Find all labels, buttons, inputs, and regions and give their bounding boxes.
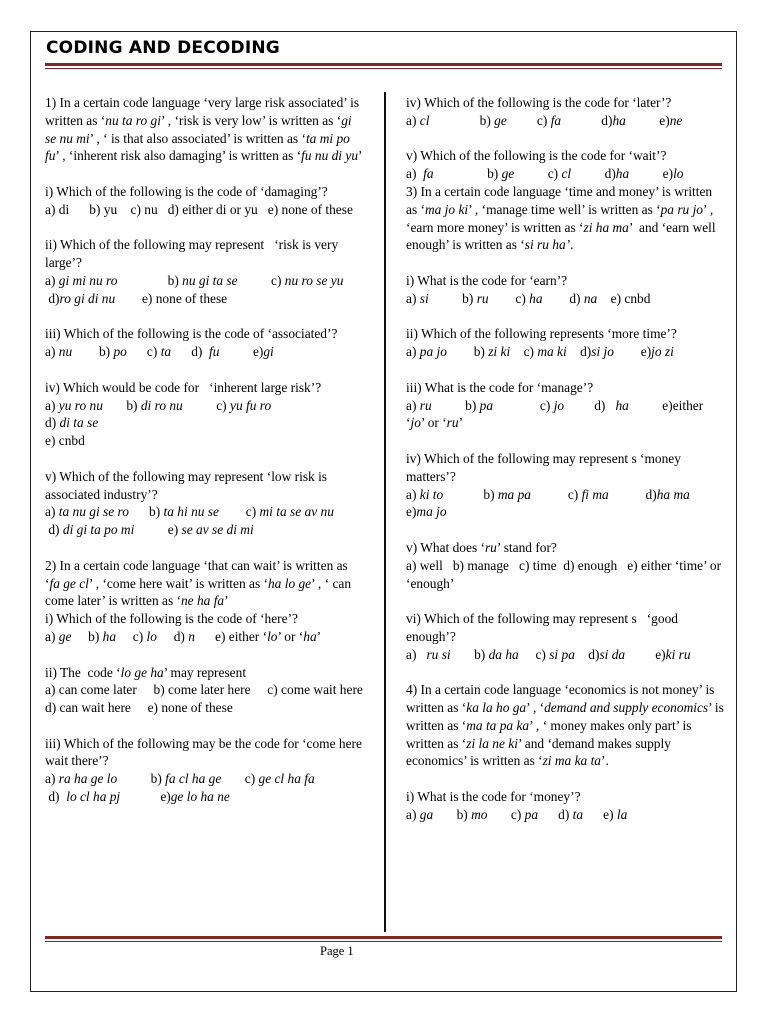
text-line: ii) Which of the following represents ‘more time’?	[406, 326, 677, 342]
text-line: a) yu ro nu b) di ro nu c) yu fu ro	[45, 397, 272, 413]
footer-rule	[45, 936, 722, 942]
text-line: a) gi mi nu ro b) nu gi ta se c) nu ro se yu	[45, 272, 344, 288]
text-line: ii) The code ‘lo ge ha’ may represent	[45, 664, 247, 680]
text-line: v) Which of the following is the code for ‘wait’?	[406, 148, 667, 164]
text-line: iv) Which would be code for ‘inherent large risk’?	[45, 379, 322, 395]
page-title: CODING AND DECODING	[46, 38, 280, 58]
text-line: a) ki to b) ma pa c) fi ma d)ha ma	[406, 486, 690, 502]
text-line: iii) Which of the following is the code of ‘associated’?	[45, 326, 338, 342]
text-line: a) ra ha ge lo b) fa cl ha ge c) ge cl ha fa	[45, 771, 315, 787]
text-line: a) well b) manage c) time d) enough e) either ‘time’ or ‘enough’	[406, 557, 725, 591]
header-rule	[45, 63, 722, 69]
text-line: e)ma jo	[406, 504, 447, 520]
text-line: i) What is the code for ‘money’?	[406, 789, 581, 805]
text-line: a) si b) ru c) ha d) na e) cnbd	[406, 290, 651, 306]
text-line: v) What does ‘ru’ stand for?	[406, 539, 557, 555]
text-line: v) Which of the following may represent ‘low risk is associated industry’?	[45, 468, 331, 502]
text-line: d) di gi ta po mi e) se av se di mi	[45, 522, 254, 538]
text-line: iv) Which of the following may represent s ‘money matters’?	[406, 450, 685, 484]
text-line: 2) In a certain code language ‘that can wait’ is written as ‘fa ge cl’ , ‘come here wait’ is written as ‘ha lo ge’ , ‘ can come later’ is written as ‘ne ha fa’	[45, 557, 355, 609]
text-line: ii) Which of the following may represent ‘risk is very large’?	[45, 237, 342, 271]
text-line: i) What is the code for ‘earn’?	[406, 272, 568, 288]
text-line: d)ro gi di nu e) none of these	[45, 290, 228, 306]
text-line: iv) Which of the following is the code for ‘later’?	[406, 95, 672, 110]
text-line: a) fa b) ge c) cl d)ha e)lo	[406, 166, 684, 182]
text-line: a) ru si b) da ha c) si pa d)si da e)ki ru	[406, 646, 691, 662]
text-line: vi) Which of the following may represent s ‘good enough’?	[406, 611, 682, 644]
text-line: 1) In a certain code language ‘very large risk associated’ is written as ‘nu ta ro gi’ , ‘risk is very low’ is written as ‘gi se nu mi’ , ‘ is that also associated’ is written as ‘ta mi po fu’ , ‘inherent risk also damaging’ is written as ‘fu nu di yu’	[45, 95, 363, 164]
text-line: e) cnbd	[45, 433, 85, 449]
text-line: 3) In a certain code language ‘time and money’ is written as ‘ma jo ki’ , ‘manage time well’ is written as ‘pa ru jo’ , ‘earn more money’ is written as ‘zi ha ma’ and ‘earn well enough’ is written as ‘si ru ha’.	[406, 183, 719, 253]
text-line: a) ga b) mo c) pa d) ta e) la	[406, 806, 628, 822]
text-line: a) nu b) po c) ta d) fu e)gi	[45, 344, 274, 360]
text-line: a) ta nu gi se ro b) ta hi nu se c) mi ta se av nu	[45, 504, 334, 520]
text-line: iii) Which of the following may be the code for ‘come here wait there’?	[45, 735, 366, 769]
column-divider	[384, 92, 386, 932]
text-line: i) Which of the following is the code of ‘damaging’?	[45, 183, 328, 199]
text-line: d) di ta se	[45, 415, 99, 431]
left-column	[45, 94, 383, 806]
page-number: Page 1	[320, 944, 354, 958]
text-line: a) ru b) pa c) jo d) ha e)either ‘jo’ or ‘ru’	[406, 397, 707, 431]
text-line: iii) What is the code for ‘manage’?	[406, 379, 594, 395]
text-line: a) pa jo b) zi ki c) ma ki d)si jo e)jo zi	[406, 344, 674, 360]
text-line: d) lo cl ha pj e)ge lo ha ne	[45, 789, 230, 805]
text-line: 4) In a certain code language ‘economics is not money’ is written as ‘ka la ho ga’ , ‘demand and supply economics’ is written as ‘ma ta pa ka’ , ‘ money makes only part’ is written as ‘zi la ne ki’ and ‘demand makes supply economics’ is written as ‘zi ma ka ta’.	[406, 682, 728, 769]
text-line: a) cl b) ge c) fa d)ha e)ne	[406, 112, 683, 128]
text-line: a) can come later b) come later here c) come wait here d) can wait here e) none of these	[45, 682, 383, 716]
right-column	[406, 94, 728, 824]
text-line: a) di b) yu c) nu d) either di or yu e) none of these	[45, 201, 353, 217]
text-line: i) Which of the following is the code of ‘here’?	[45, 611, 298, 627]
text-line: a) ge b) ha c) lo d) n e) either ‘lo’ or ‘ha’	[45, 628, 322, 644]
